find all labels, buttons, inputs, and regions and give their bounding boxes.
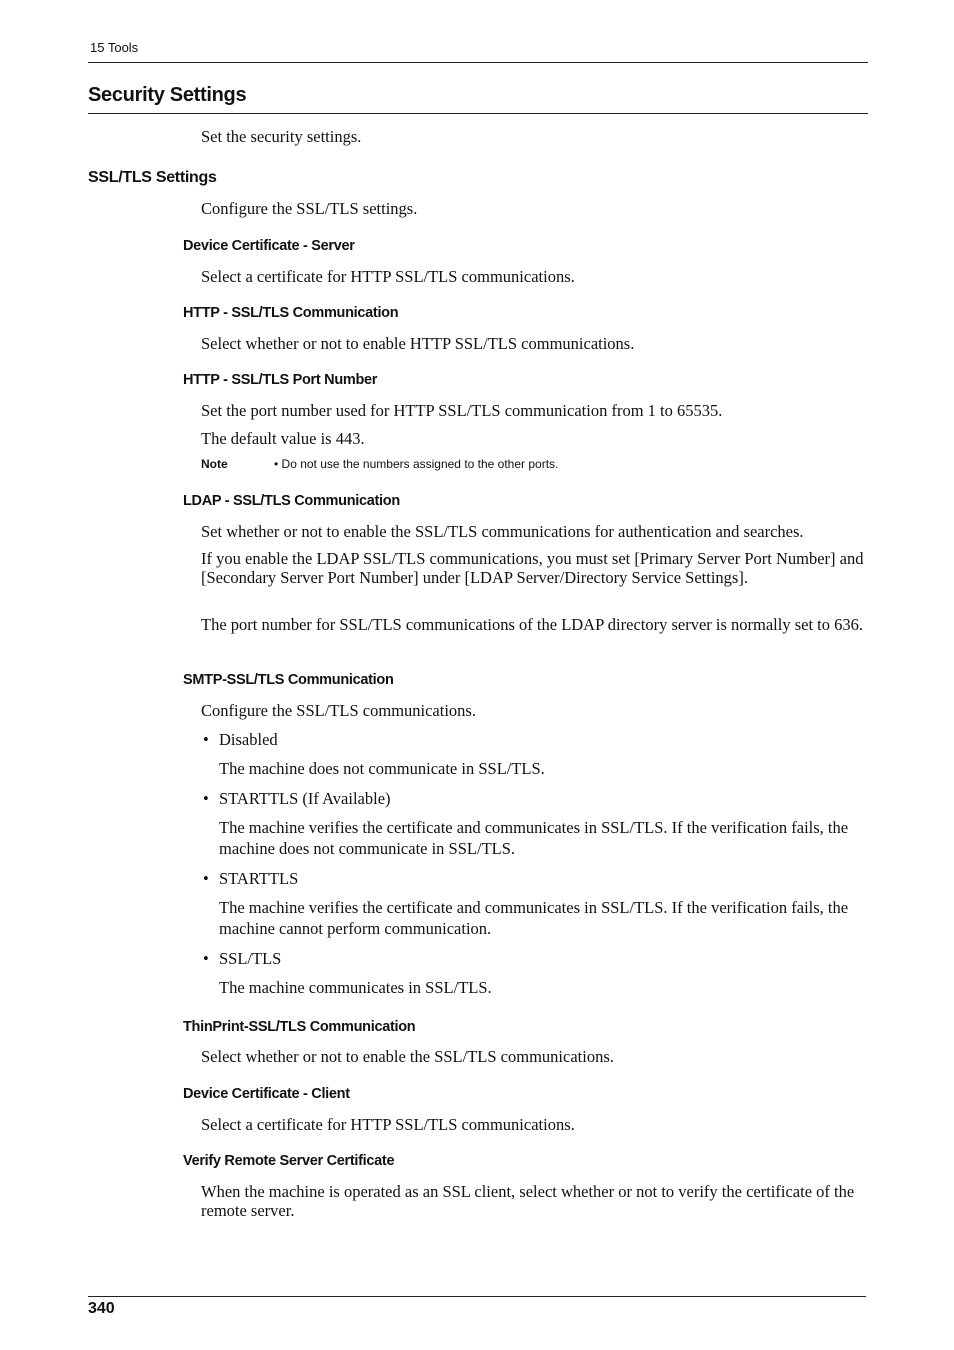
subsection-title: SSL/TLS Settings (88, 169, 217, 186)
header-divider (88, 62, 868, 63)
heading-http-ssl-communication: HTTP - SSL/TLS Communication (183, 305, 399, 321)
footer-divider (88, 1296, 866, 1297)
ldap-ssl-text-3: The port number for SSL/TLS communications of the LDAP directory server is normally set to 636. (201, 615, 864, 634)
note-label: Note (201, 457, 228, 471)
http-ssl-port-text-2: The default value is 443. (201, 429, 365, 448)
heading-device-certificate-server: Device Certificate - Server (183, 238, 355, 254)
bullet-marker: • (203, 789, 209, 808)
option-description: The machine verifies the certificate and communicates in SSL/TLS. If the verification fails, the machine does not communicate in SSL/TLS. (219, 818, 849, 858)
bullet-marker: • (203, 869, 209, 888)
ldap-ssl-text-2: If you enable the LDAP SSL/TLS communications, you must set [Primary Server Port Number] and [Secondary Server Port Number] under [LDAP Server/Directory Service Settings]. (201, 549, 864, 587)
option-description: The machine communicates in SSL/TLS. (219, 978, 492, 997)
note-text: • Do not use the numbers assigned to the other ports. (274, 457, 559, 471)
heading-ldap-ssl-communication: LDAP - SSL/TLS Communication (183, 493, 400, 509)
heading-http-ssl-port-number: HTTP - SSL/TLS Port Number (183, 372, 378, 388)
device-certificate-client-text: Select a certificate for HTTP SSL/TLS communications. (201, 1115, 575, 1134)
option-description: The machine does not communicate in SSL/TLS. (219, 759, 545, 778)
section-intro: Set the security settings. (201, 127, 362, 146)
running-header: 15 Tools (90, 40, 139, 55)
ldap-ssl-text-1: Set whether or not to enable the SSL/TLS communications for authentication and searches. (201, 522, 804, 541)
heading-thinprint-ssl-communication: ThinPrint-SSL/TLS Communication (183, 1019, 416, 1035)
subsection-intro: Configure the SSL/TLS settings. (201, 199, 418, 218)
heading-smtp-ssl-communication: SMTP-SSL/TLS Communication (183, 672, 394, 688)
smtp-ssl-text: Configure the SSL/TLS communications. (201, 701, 476, 720)
bullet-marker: • (203, 949, 209, 968)
option-label: STARTTLS (219, 869, 299, 888)
bullet-marker: • (203, 730, 209, 749)
verify-remote-cert-text: When the machine is operated as an SSL client, select whether or not to verify the certificate of the remote server. (201, 1182, 855, 1220)
http-ssl-communication-text: Select whether or not to enable HTTP SSL/TLS communications. (201, 334, 635, 353)
option-description: The machine verifies the certificate and communicates in SSL/TLS. If the verification fails, the machine cannot perform communication. (219, 898, 849, 938)
heading-device-certificate-client: Device Certificate - Client (183, 1086, 350, 1102)
option-label: Disabled (219, 730, 278, 749)
option-label: STARTTLS (If Available) (219, 789, 391, 808)
device-certificate-server-text: Select a certificate for HTTP SSL/TLS communications. (201, 267, 575, 286)
section-title: Security Settings (88, 84, 247, 106)
thinprint-ssl-text: Select whether or not to enable the SSL/TLS communications. (201, 1047, 614, 1066)
http-ssl-port-text-1: Set the port number used for HTTP SSL/TLS communication from 1 to 65535. (201, 401, 723, 420)
page-number: 340 (88, 1300, 115, 1317)
heading-verify-remote-server-certificate: Verify Remote Server Certificate (183, 1153, 395, 1169)
section-title-divider (88, 113, 868, 114)
option-label: SSL/TLS (219, 949, 282, 968)
